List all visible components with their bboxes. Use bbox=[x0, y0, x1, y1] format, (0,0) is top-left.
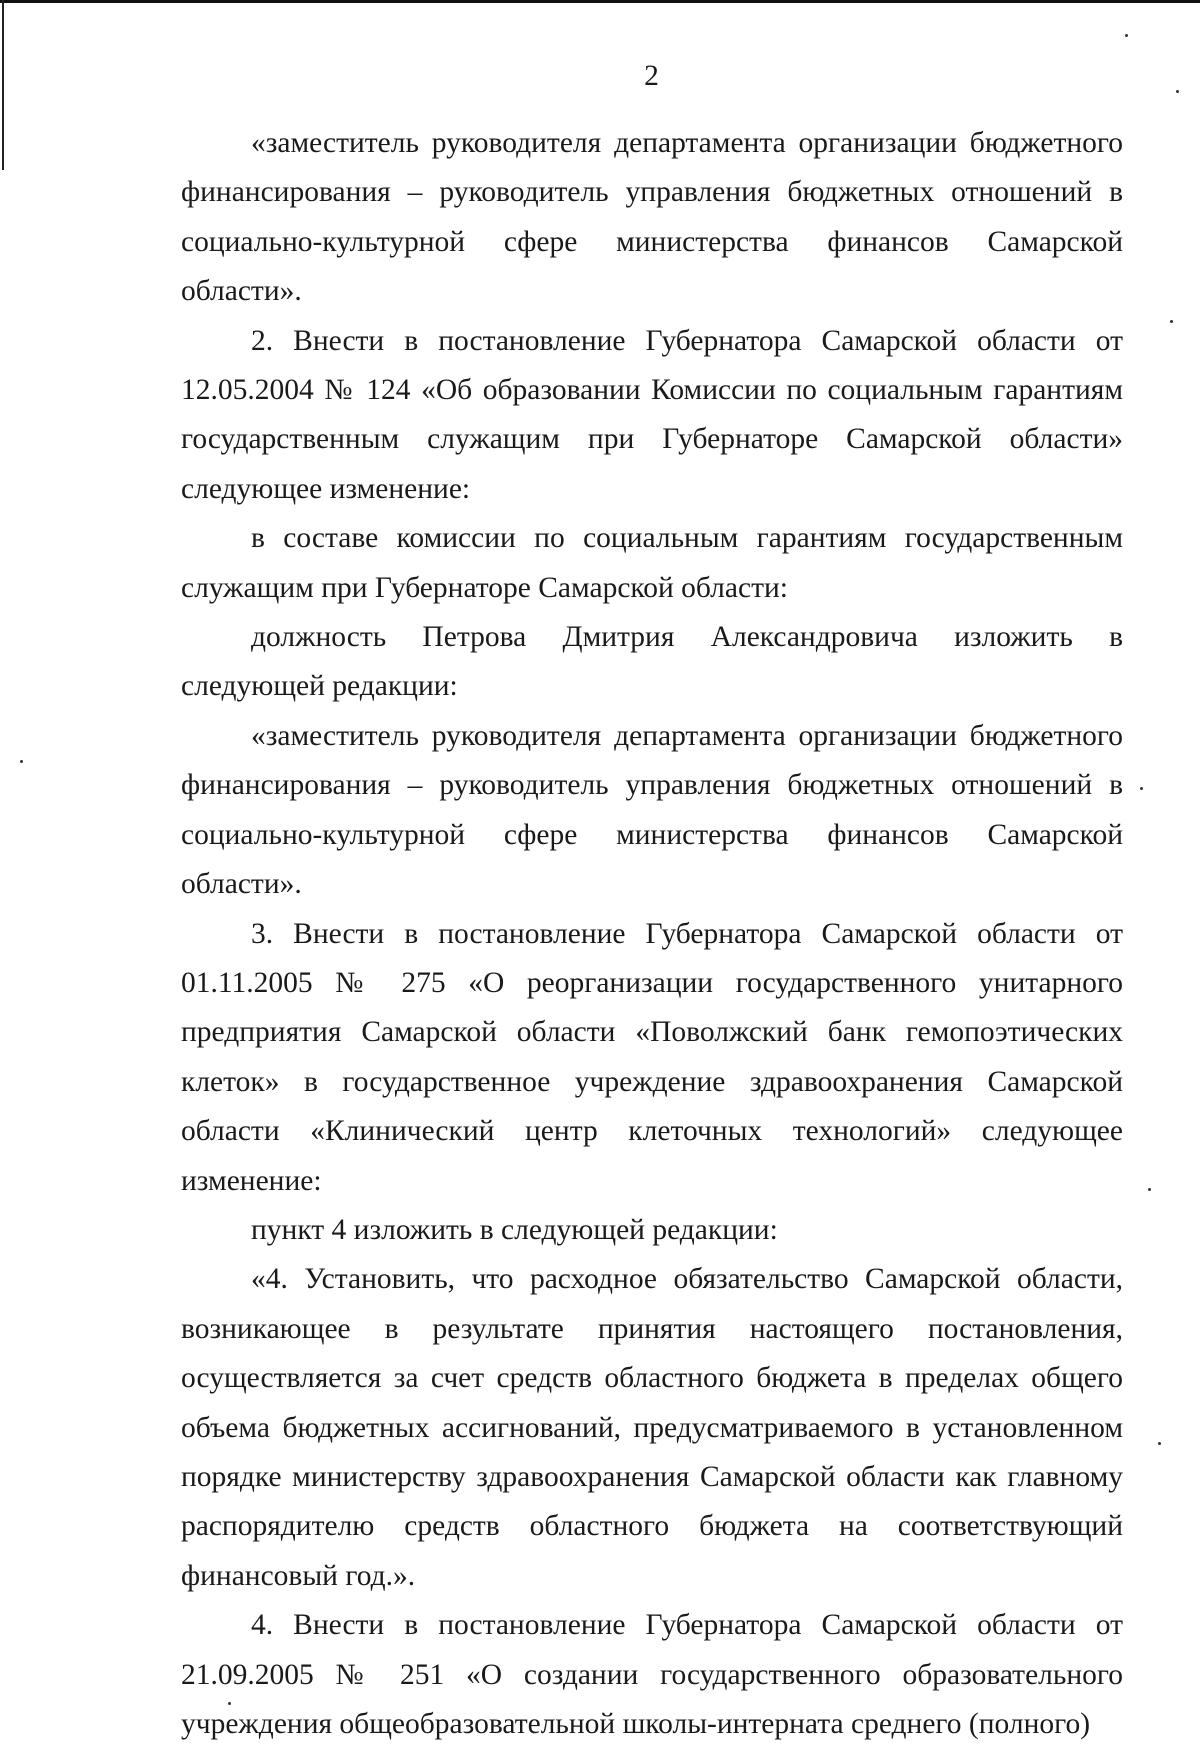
paragraph-commission-composition: в составе комиссии по социальным гарантиям государственным служащим при Губернаторе Самарской области: bbox=[181, 522, 1123, 604]
document-body bbox=[181, 119, 1123, 1749]
scan-speck bbox=[1125, 34, 1128, 37]
scan-speck bbox=[20, 760, 23, 763]
top-border-line bbox=[0, 0, 1200, 3]
paragraph-point-4-text: «4. Установить, что расходное обязательство Самарской области, возникающее в результате принятия настоящего постановления, осуществляется за счет средств областного бюджета в пределах общего объема бюджетных ассигнований, предусматриваемого в установленном порядке министерству здравоохранения Самарской области как главному распорядителю средств областного бюджета на соответствующий финансовый год.». bbox=[181, 1263, 1123, 1592]
paragraph-item-3: 3. Внести в постановление Губернатора Самарской области от 01.11.2005 № 275 «О реорганизации государственного унитарного предприятия Самарской области «Поволжский банк гемопоэтических клеток» в государственное учреждение здравоохранения Самарской области «Клинический центр клеточных технологий» следующее изменение: bbox=[181, 917, 1123, 1197]
paragraph-quote-position-1: «заместитель руководителя департамента организации бюджетного финансирования – руководитель управления бюджетных отношений в социально-культурной сфере министерства финансов Самарской области». bbox=[181, 127, 1123, 308]
paragraph-item-4: 4. Внести в постановление Губернатора Самарской области от 21.09.2005 № 251 «О создании государственного образовательного учреждения общеобразовательной школы-интерната среднего (полного) bbox=[181, 1609, 1123, 1740]
scan-speck bbox=[1140, 787, 1143, 790]
page-number: 2 bbox=[644, 60, 659, 92]
paragraph-position-petrov: должность Петрова Дмитрия Александровича изложить в следующей редакции: bbox=[181, 621, 1123, 703]
scan-speck bbox=[228, 1702, 231, 1705]
paragraph-quote-position-2: «заместитель руководителя департамента организации бюджетного финансирования – руководитель управления бюджетных отношений в социально-культурной сфере министерства финансов Самарской области». bbox=[181, 719, 1123, 901]
scan-speck bbox=[1170, 320, 1173, 323]
scan-speck bbox=[1148, 1188, 1151, 1191]
scan-speck bbox=[1158, 1442, 1161, 1445]
paragraph-point-4-intro: пункт 4 изложить в следующей редакции: bbox=[251, 1213, 778, 1246]
scan-speck bbox=[1176, 90, 1179, 93]
paragraph-item-2: 2. Внести в постановление Губернатора Самарской области от 12.05.2004 № 124 «Об образовании Комиссии по социальным гарантиям государственным служащим при Губернаторе Самарской области» следующее изменение: bbox=[181, 324, 1123, 505]
